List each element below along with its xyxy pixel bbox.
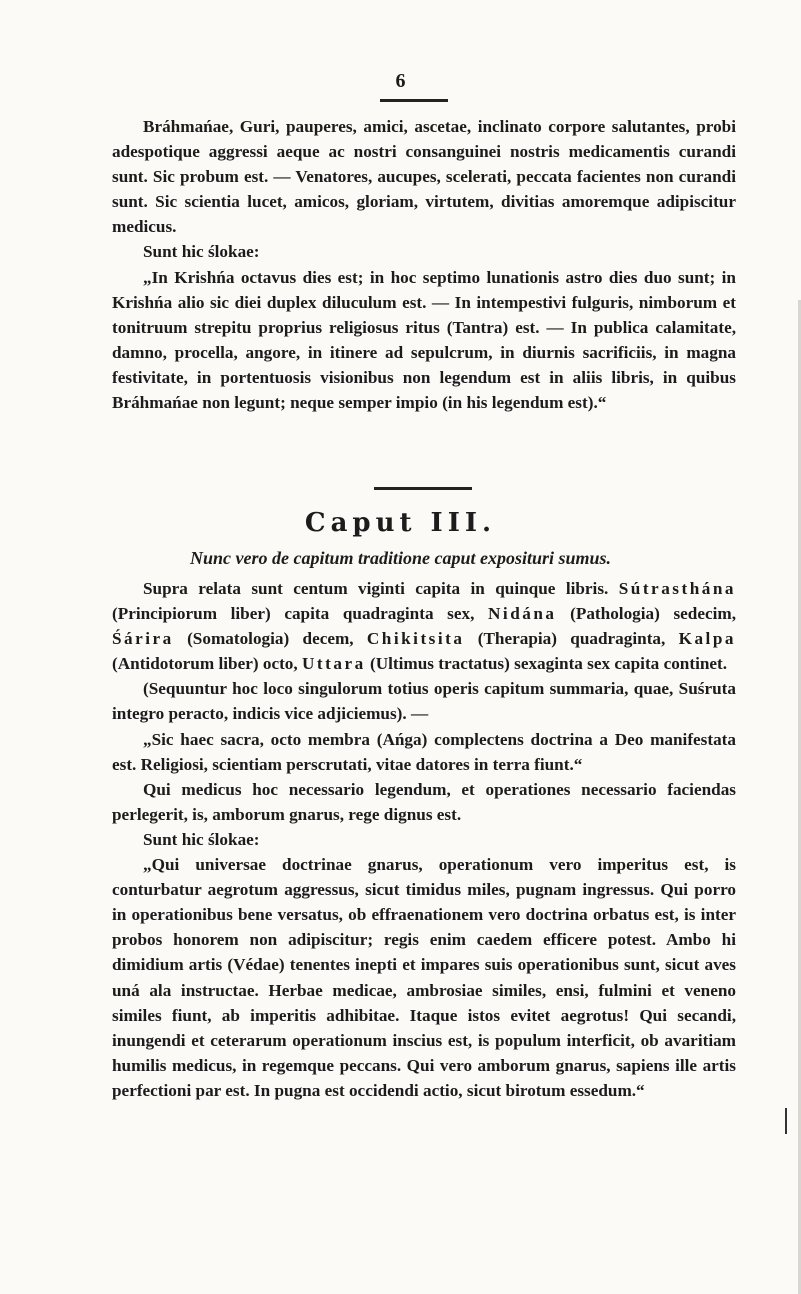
top-text-block [112,114,736,415]
book-name: Chikitsita [366,629,465,649]
text-run: Supra relata sunt centum viginti capita in quinque libris. [143,579,619,598]
paragraph [112,576,736,676]
text-run: (Somatologia) decem, [173,629,367,649]
paragraph: (Sequuntur hoc loco singulorum totius operis capitum summaria, quae, Suśruta integro peracto, indicis vice adjiciemus). — [112,679,736,724]
text-run: (Therapia) quadraginta, [464,629,679,649]
book-name: Śárira [112,629,174,649]
paragraph: Bráhmańae, Guri, pauperes, amici, ascetae, inclinato corpore salutantes, probi adespotique aggressi aeque ac nostri consanguinei nostris medicamentis curandi sunt. Sic probum est. — Venatores, aucupes, scelerati, peccata facientes non curandi sunt. Sic scientia lucet, amicos, gloriam, virtutem, divitias amoremque adipiscitur medicus. [112,117,736,237]
page-number: 6 [395,70,406,92]
paragraph: „In Krishńa octavus dies est; in hoc septimo lunationis astro dies duo sunt; in Krishńa alio sic diei duplex diluculum est. — In intempestivi fulguris, nimborum et tonitruum strepitu proprius religiosus ritus (Tantra) est. — In publica calamitate, damno, procella, angore, in itinere ad sepulcrum, in diurnis sacrificiis, in magna festivitate, in portentuosis visionibus non legendum est in aliis libris, in quibus Bráhmańae non legunt; neque semper impio (in his legendum est).“ [112,267,736,413]
paragraph: „Sic haec sacra, octo membra (Ańga) complectens doctrina a Deo manifestata est. Religiosi, scientiam perscrutati, vitae datores in terra fiunt.“ [112,729,736,774]
paragraph: Sunt hic ślokae: [143,242,260,262]
text-run: (Principiorum liber) capita quadraginta sex, [112,604,488,624]
body-text-block [112,576,736,1103]
book-name: Kalpa [678,629,736,649]
chapter-subtitle: Nunc vero de capitum traditione caput exposituri sumus. [189,548,612,568]
book-name: Nidána [488,604,557,624]
paragraph: Qui medicus hoc necessario legendum, et operationes necessario faciendas perlegerit, is, amborum gnarus, rege dignus est. [112,779,736,824]
text-run: (Pathologia) sedecim, [556,604,736,624]
section-divider [374,487,472,490]
text-run: (Antidotorum liber) octo, [112,654,302,674]
chapter-heading: Caput III. [304,508,497,538]
text-run: (Ultimus tractatus) sexaginta sex capita continet. [365,654,728,674]
paragraph: „Qui universae doctrinae gnarus, operationum vero imperitus est, is conturbatur aegrotum aggressus, sicut timidus miles, pugnam ingressus. Qui porro in operationibus bene versatus, ob effraenationem vero doctrina orbatus est, is inter probos honorem non adipiscitur; regis enim caedem efficere potest. Ambo hi dimidium artis (Védae) tenentes inepti et impares suis operationibus sunt, sicut aves uná ala instructae. Herbae medicae, ambrosiae similes, ensi, fulmini et veneno similes fiunt, ab imperitis adhibitae. Itaque istos evitet aegrotus! Qui secandi, inungendi et ceterarum operationum inscius est, is populum interficit, ob avaritiam humilis medicus, in regemque peccans. Qui vero amborum gnarus, sapiens ille artis perfectioni par est. In pugna est occidendi actio, sicut birotum essedum.“ [112,855,736,1100]
paragraph: Sunt hic ślokae: [143,829,260,849]
margin-mark [785,1108,787,1134]
page-number-rule [380,99,448,102]
book-name: Uttara [302,654,366,674]
book-name: Sútrasthána [618,579,736,598]
